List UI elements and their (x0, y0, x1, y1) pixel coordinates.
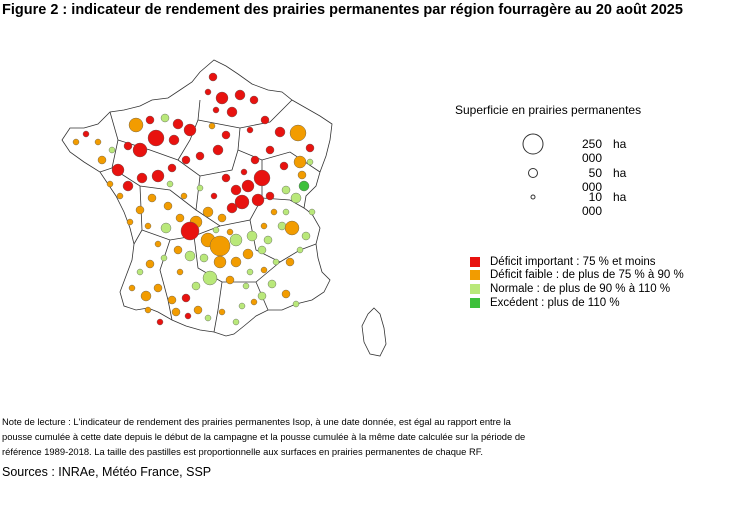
rf-dot (137, 173, 147, 183)
rf-dot (129, 285, 135, 291)
rf-dot (168, 164, 176, 172)
rf-dot (247, 231, 257, 241)
rf-dot (235, 195, 249, 209)
rf-dot (271, 209, 277, 215)
rf-dot (235, 90, 245, 100)
rf-dot (268, 280, 276, 288)
category-label: Normale : de plus de 90 % à 110 % (490, 283, 671, 295)
rf-dot (95, 139, 101, 145)
rf-dot (261, 223, 267, 229)
rf-dot (196, 152, 204, 160)
rf-dot (185, 251, 195, 261)
rf-dot (154, 284, 162, 292)
rf-dot (251, 299, 257, 305)
rf-dot (98, 156, 106, 164)
rf-dot (302, 232, 310, 240)
category-label: Déficit faible : de plus de 75 % à 90 % (490, 269, 684, 281)
rf-dot (197, 185, 203, 191)
rf-dot (124, 142, 132, 150)
rf-dot (222, 131, 230, 139)
rf-dot (181, 193, 187, 199)
rf-dot (239, 303, 245, 309)
rf-dot (117, 193, 123, 199)
legend-circle-250000 (523, 134, 543, 154)
rf-dot (241, 169, 247, 175)
rf-dot (161, 255, 167, 261)
rf-dot (200, 254, 208, 262)
rf-dot (227, 203, 237, 213)
rf-dot (298, 171, 306, 179)
category-label: Déficit important : 75 % et moins (490, 256, 656, 268)
category-swatch (470, 270, 480, 280)
rf-dot (290, 125, 306, 141)
rf-dot (161, 114, 169, 122)
rf-dot (133, 143, 147, 157)
rf-dot (203, 207, 213, 217)
category-legend-item (470, 297, 620, 309)
rf-dot (145, 223, 151, 229)
rf-dot (168, 296, 176, 304)
rf-dot (247, 269, 253, 275)
note-line: Note de lecture : L'indicateur de rendement des prairies permanentes Isop, à une date donnée, est égal au rapport entre la (2, 416, 511, 427)
rf-dot (254, 170, 270, 186)
rf-dot (252, 194, 264, 206)
rf-dot (109, 147, 115, 153)
rf-dot (250, 96, 258, 104)
rf-dot (173, 119, 183, 129)
rf-dot (129, 118, 143, 132)
rf-dot (231, 257, 241, 267)
rf-dot (141, 291, 151, 301)
rf-dot (148, 194, 156, 202)
rf-dot (127, 219, 133, 225)
sources-text: Sources : INRAe, Météo France, SSP (2, 465, 212, 479)
rf-dot (309, 209, 315, 215)
size-legend-title: Superficie en prairies permanentes (455, 103, 642, 117)
rf-dot (205, 315, 211, 321)
rf-dot (148, 130, 164, 146)
category-legend-item (470, 256, 656, 268)
rf-dot (307, 159, 313, 165)
rf-dot (273, 259, 279, 265)
rf-dot (278, 222, 286, 230)
rf-dot (185, 313, 191, 319)
rf-dot (216, 92, 228, 104)
rf-dot (209, 73, 217, 81)
rf-dot (261, 116, 269, 124)
size-legend-unit: ha (613, 190, 627, 204)
rf-dot (233, 319, 239, 325)
rf-dot (282, 186, 290, 194)
size-legend-unit: ha (613, 137, 627, 151)
rf-dot (242, 180, 254, 192)
rf-dot (306, 144, 314, 152)
legend-circle-10000 (531, 195, 535, 199)
rf-dot (213, 107, 219, 113)
corsica-outline (362, 308, 386, 356)
rf-dot (258, 292, 266, 300)
rf-dot (137, 269, 143, 275)
rf-dot (161, 223, 171, 233)
rf-dot (261, 267, 267, 273)
rf-dot (184, 124, 196, 136)
rf-dot (243, 249, 253, 259)
rf-dot (226, 276, 234, 284)
rf-dot (213, 145, 223, 155)
rf-dot (83, 131, 89, 137)
rf-dot (210, 236, 230, 256)
rf-dot (169, 135, 179, 145)
rf-dot (214, 256, 226, 268)
category-swatch (470, 284, 480, 294)
rf-dot (258, 246, 266, 254)
note-line: pousse cumulée à cette date depuis le début de la campagne et la pousse cumulée à la même date calculée sur la période de (2, 431, 526, 442)
rf-dot (213, 227, 219, 233)
size-legend-circles (523, 134, 543, 199)
category-legend-item (470, 283, 670, 295)
rf-dot (218, 214, 226, 222)
rf-dot (227, 229, 233, 235)
size-legend-value: 250 000 (581, 137, 602, 165)
figure-title: Figure 2 : indicateur de rendement des prairies permanentes par région fourragère au 20 août 2025 (2, 2, 683, 18)
rf-dot (157, 319, 163, 325)
category-swatch (470, 257, 480, 267)
rf-dot (146, 260, 154, 268)
legend-circle-50000 (529, 169, 538, 178)
size-legend-value: 50 000 (581, 166, 602, 194)
note-line: référence 1989-2018. La taille des pastilles est proportionnelle aux surfaces en prairies permanentes de chaque RF. (2, 446, 484, 457)
rf-dot (164, 202, 172, 210)
rf-dot (182, 294, 190, 302)
rf-dot (230, 234, 242, 246)
category-swatch (470, 298, 480, 308)
rf-dot (297, 247, 303, 253)
rf-dot (286, 258, 294, 266)
rf-dot (294, 156, 306, 168)
rf-dot (209, 123, 215, 129)
rf-dot (280, 162, 288, 170)
category-legend-item (470, 269, 684, 281)
rf-dot (172, 308, 180, 316)
rf-dot (123, 181, 133, 191)
rf-dot (231, 185, 241, 195)
rf-dot (167, 181, 173, 187)
rf-dot (266, 192, 274, 200)
rf-dot (227, 107, 237, 117)
size-legend-value: 10 000 (581, 190, 602, 218)
rf-dot (247, 127, 253, 133)
rf-dot (174, 246, 182, 254)
rf-dot (182, 156, 190, 164)
rf-dot (112, 164, 124, 176)
rf-dot (243, 283, 249, 289)
rf-dot (176, 214, 184, 222)
rf-dot (152, 170, 164, 182)
rf-dot (181, 222, 199, 240)
rf-dot (145, 307, 151, 313)
size-legend-unit: ha (613, 166, 627, 180)
rf-dot (211, 193, 217, 199)
rf-dot (73, 139, 79, 145)
reading-note (2, 414, 562, 459)
rf-dot (264, 236, 272, 244)
rf-dot (266, 146, 274, 154)
rf-dot (283, 209, 289, 215)
rf-dot (275, 127, 285, 137)
rf-dot (299, 181, 309, 191)
rf-dot (251, 156, 259, 164)
rf-dot (203, 271, 217, 285)
rf-dot (146, 116, 154, 124)
rf-dot (282, 290, 290, 298)
rf-dot (192, 282, 200, 290)
rf-dot (155, 241, 161, 247)
rf-dot (291, 193, 301, 203)
rf-dot (222, 174, 230, 182)
rf-dot (219, 309, 225, 315)
rf-dot (107, 181, 113, 187)
rf-dot (293, 301, 299, 307)
rf-dot (285, 221, 299, 235)
rf-dot (205, 89, 211, 95)
rf-dot (136, 206, 144, 214)
rf-dot (194, 306, 202, 314)
rf-dot (177, 269, 183, 275)
category-label: Excédent : plus de 110 % (490, 297, 620, 309)
